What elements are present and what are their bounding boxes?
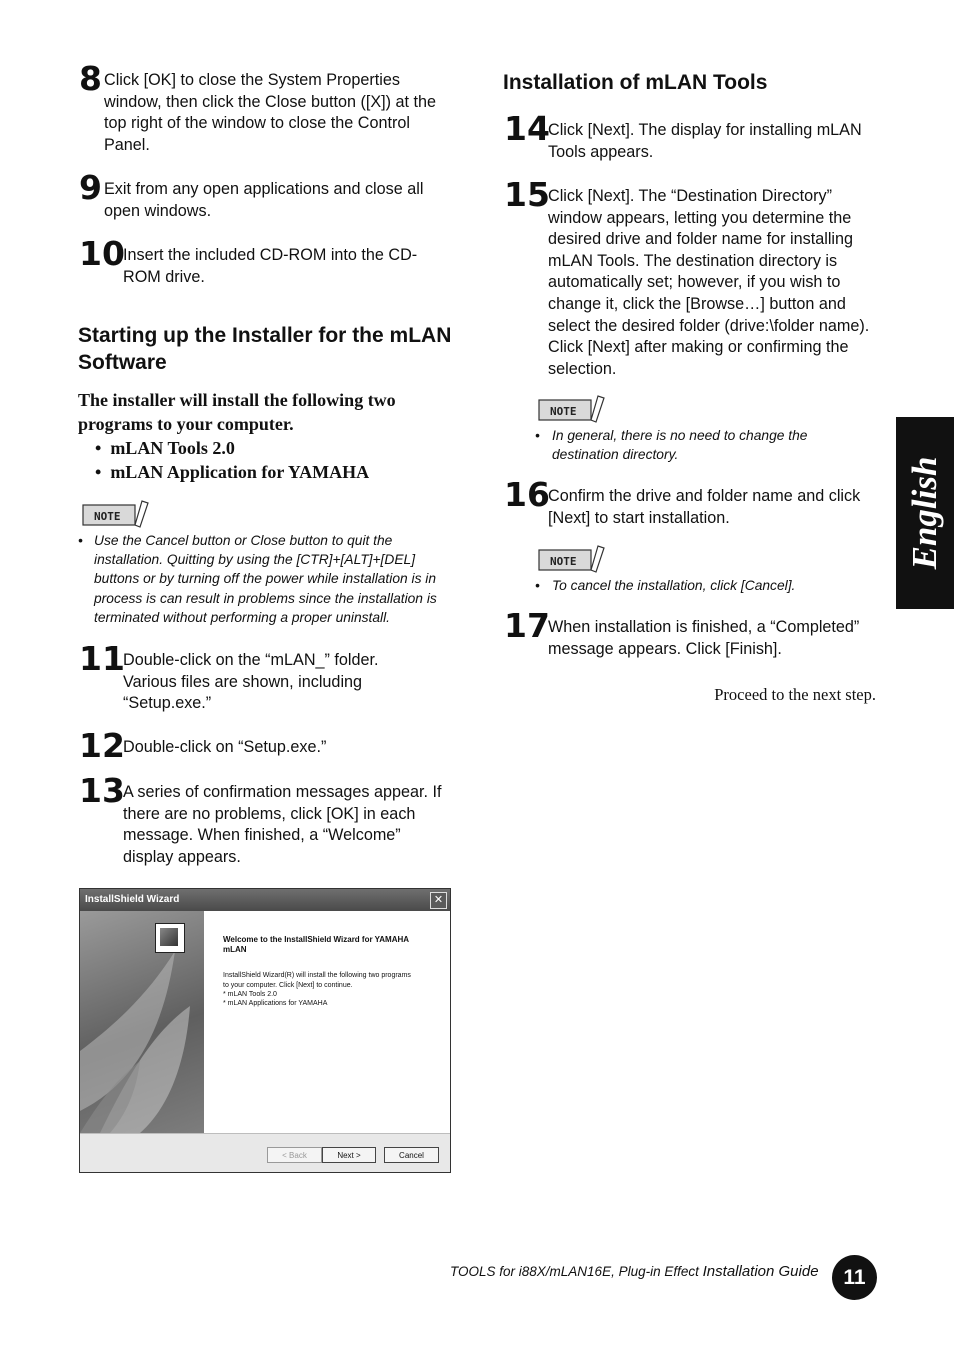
note-text: Use the Cancel button or Close button to quit the installation. Quitting by using the [CTR]+[ALT]+[DEL] buttons or by turning off the power while installation is in process is can result in problems since the installation is terminated without performing a proper uninstall. [94,533,437,625]
note-icon [538,543,606,575]
installer-icon [155,923,185,953]
note-text: In general, there is no need to change the destination directory. [552,428,808,463]
program-name: mLAN Tools 2.0 [110,438,235,458]
step-text: Exit from any open applications and close all open windows. [104,180,424,220]
note-block [535,576,875,595]
step-text: Click [OK] to close the System Properties window, then click the Close button ([X]) at the top right of the window to close the Control Panel. [104,71,437,154]
wizard-item: * mLAN Tools 2.0 [223,991,277,998]
note-block [78,531,456,627]
installshield-wizard-window [79,888,451,1173]
wizard-content [204,911,450,1133]
step-text: Click [Next]. The display for installing mLAN Tools appears. [548,121,862,161]
sail-graphic [80,911,204,1133]
section-heading-installer: Starting up the Installer for the mLAN Software [78,324,452,374]
page-number: 11 [832,1255,877,1300]
wizard-button-bar [80,1133,450,1173]
step-text: When installation is finished, a “Completed” message appears. Click [Finish]. [548,618,860,658]
note-icon [82,498,150,530]
step-number: 10 [79,234,125,273]
step-number: 9 [79,168,102,207]
wizard-side-graphic [80,911,204,1133]
step-number: 16 [504,475,550,514]
step-text: Double-click on “Setup.exe.” [123,738,327,756]
step-number: 13 [79,771,125,810]
next-button[interactable]: Next > [322,1147,376,1163]
note-text: To cancel the installation, click [Cancel]. [552,578,796,593]
note-icon [538,393,606,425]
step-text: Double-click on the “mLAN_” folder. Various files are shown, including “Setup.exe.” [123,651,379,713]
step-number: 8 [79,59,102,98]
section-heading-mlan-tools: Installation of mLAN Tools [503,71,768,94]
wizard-heading: Welcome to the InstallShield Wizard for YAMAHA mLAN [223,935,409,954]
wizard-body: InstallShield Wizard(R) will install the following two programs to your computer. Click [Next] to continue. [223,972,411,989]
list-item: • mLAN Tools 2.0 [95,438,235,458]
footer-product-name: TOOLS for i88X/mLAN16E, Plug-in Effect [450,1264,699,1279]
intro-text: The installer will install the following two programs to your computer. [78,390,396,434]
note-bullet: • [78,533,83,548]
program-name: mLAN Application for YAMAHA [110,462,370,482]
step-text: Confirm the drive and folder name and click [Next] to start installation. [548,487,861,527]
step-text: Insert the included CD-ROM into the CD-ROM drive. [123,246,418,286]
language-label: English [905,456,944,570]
note-block [535,426,875,464]
list-item: • mLAN Application for YAMAHA [95,462,370,482]
proceed-text: Proceed to the next step. [714,685,876,704]
step-number: 11 [79,639,125,678]
cancel-button[interactable]: Cancel [384,1147,439,1163]
back-button[interactable]: < Back [267,1147,322,1163]
wizard-item: * mLAN Applications for YAMAHA [223,1000,328,1007]
footer-guide-title: Installation Guide [702,1263,819,1280]
note-label: NOTE [94,510,121,523]
step-number: 17 [504,606,550,645]
note-label: NOTE [550,405,577,418]
note-bullet: • [535,428,540,443]
step-number: 12 [79,726,125,765]
close-icon[interactable]: ✕ [430,892,447,909]
step-number: 14 [504,109,550,148]
language-tab [896,417,954,609]
footer-product [450,1263,819,1280]
wizard-title-bar [80,889,450,911]
step-number: 15 [504,175,550,214]
step-text: A series of confirmation messages appear. If there are no problems, click [OK] in each message. When finished, a “Welcome” display appears. [123,783,442,866]
step-text: Click [Next]. The “Destination Directory” window appears, letting you determine the desired drive and folder name for installing mLAN Tools. The destination directory is automatically set; however, if you wish to change it, click the [Browse…] button and select the desired folder (drive:\folder name). Click [Next] after making or confirming the selection. [548,187,870,378]
note-label: NOTE [550,555,577,568]
note-bullet: • [535,578,540,593]
wizard-title: InstallShield Wizard [85,894,180,905]
